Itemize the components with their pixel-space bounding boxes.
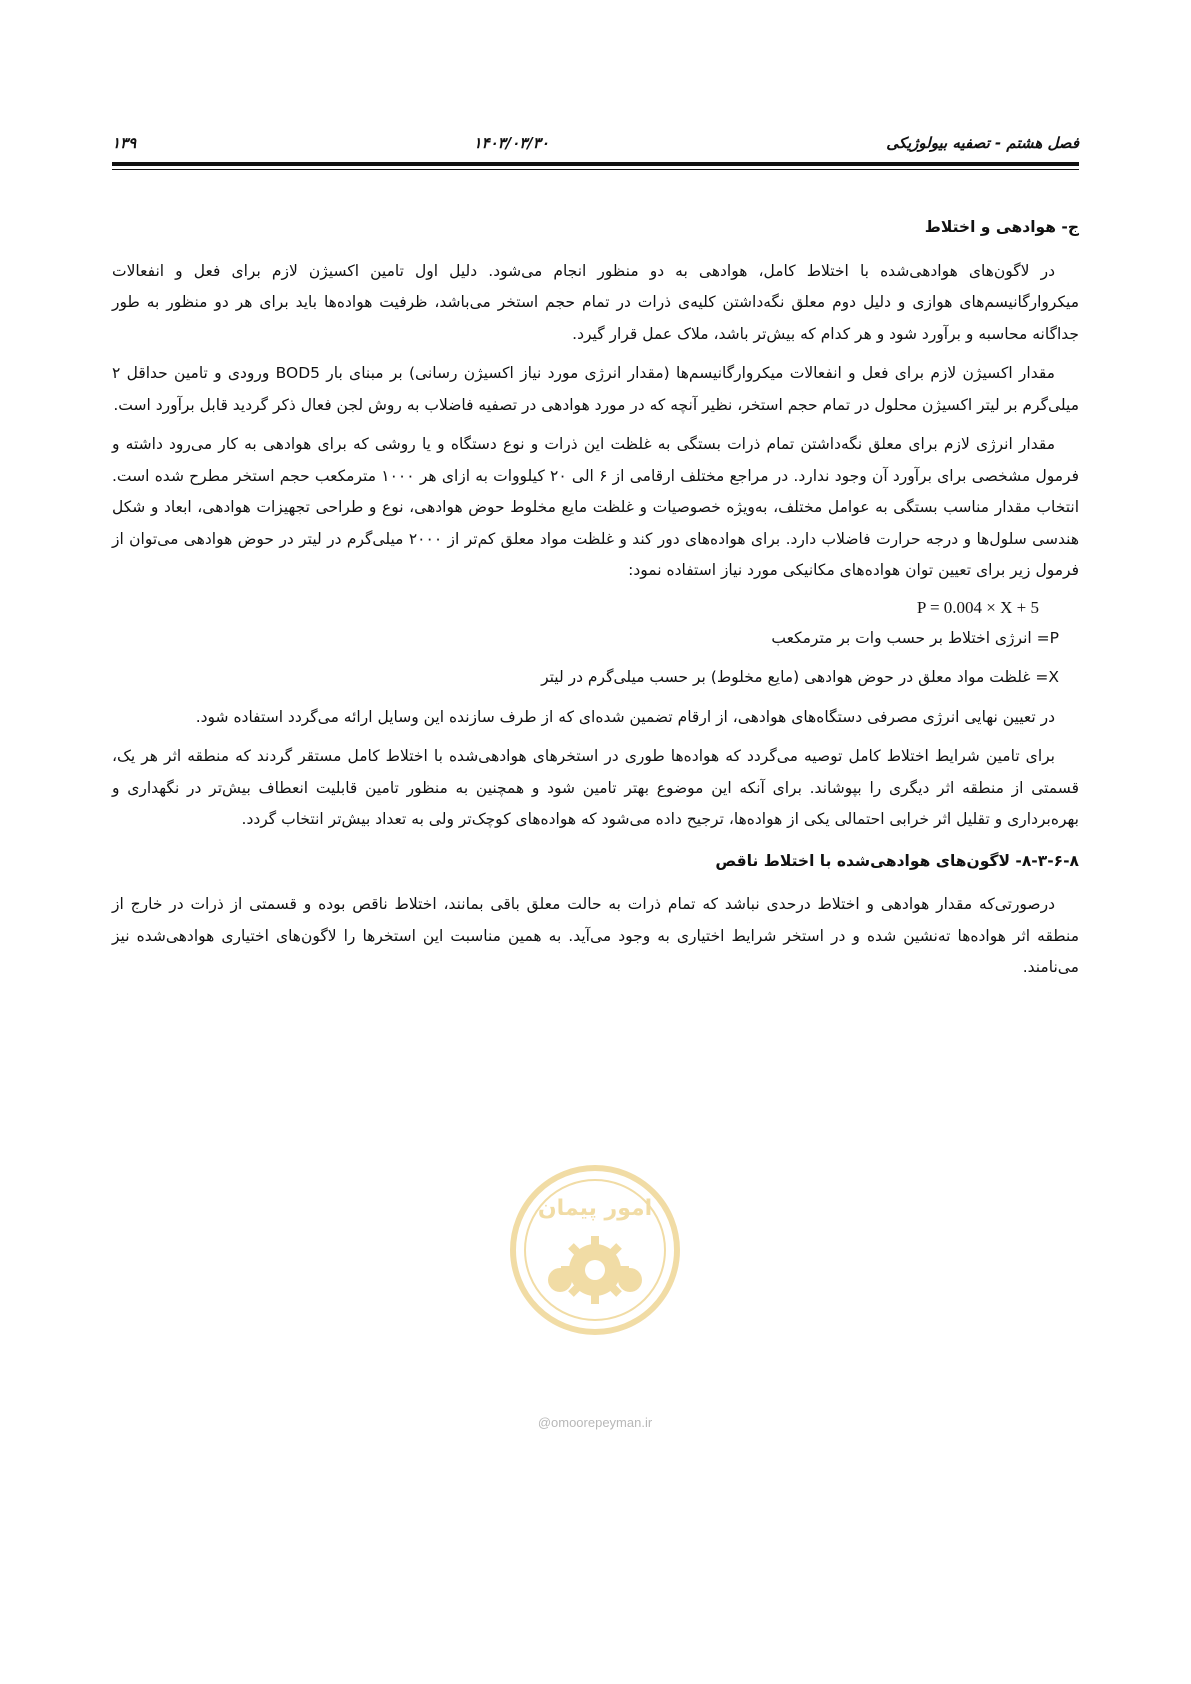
section-heading-c: ج- هوادهی و اختلاط xyxy=(924,218,1079,236)
paragraph: درصورتی‌که مقدار هوادهی و اختلاط درحدی نباشد که تمام ذرات به حالت معلق باقی بمانند، اختلاط ناقص بوده و قسمتی از ذرات در خارج از منطقه اثر هواده‌ها ته‌نشین شده و در استخر شرایط اختیاری به وجود می‌آید. به همین مناسبت این استخرها را لاگون‌های اختیاری هوادهی‌شده نیز می‌نامند. xyxy=(112,895,1079,976)
definition-p: P= انرژی اختلاط بر حسب وات بر مترمکعب xyxy=(771,628,1059,647)
chapter-title: فصل هشتم - تصفیه بیولوژیکی xyxy=(886,134,1079,152)
section-heading-8: ۸-۳-۶-۸- لاگون‌های هوادهی‌شده با اختلاط ناقص xyxy=(715,851,1079,870)
paragraph: در لاگون‌های هوادهی‌شده با اختلاط کامل، هوادهی به دو منظور انجام می‌شود. دلیل اول تامین اکسیژن لازم برای فعل و انفعالات میکروارگانیسم‌های هوازی و دلیل دوم معلق نگه‌داشتن کلیه‌ی ذرات در تمام حجم استخر می‌باشد، ظرفیت هواده‌ها باید برای هر دو منظور به طور جداگانه محاسبه و برآورد شود و هر کدام که بیش‌تر باشد، ملاک عمل قرار گیرد. xyxy=(112,261,1079,343)
paragraph: مقدار اکسیژن لازم برای فعل و انفعالات میکروارگانیسم‌ها (مقدار انرژی مورد نیاز اکسیژن رسانی) بر مبنای بار BOD5 ورودی و تامین حداقل ۲ میلی‌گرم بر لیتر اکسیژن محلول در تمام حجم استخر، نظیر آنچه که در مورد هوادهی در تصفیه فاضلاب به روش لجن فعال ذکر گردید قابل برآورد است. xyxy=(112,364,1079,414)
formula: P = 0.004 × X + 5 xyxy=(916,597,1039,617)
page-number: ۱۳۹ xyxy=(112,134,137,152)
gear-icon xyxy=(561,1236,629,1304)
header-date: ۱۴۰۳/۰۳/۳۰ xyxy=(473,134,549,152)
paragraph: برای تامین شرایط اختلاط کامل توصیه می‌گردد که هواده‌ها طوری در استخرهای هوادهی‌شده با اختلاط کامل مستقر گردند که منطقه اثر هر یک، قسمتی از منطقه اثر دیگری را بپوشاند. برای آنکه این موضوع بهتر تامین شود و همچنین به منظور تامین قابلیت انعطاف بیش‌تر در نگهداری و بهره‌برداری و تقلیل اثر خرابی احتمالی یکی از هواده‌ها، ترجیح داده می‌شود که هواده‌های کوچک‌تر ولی به تعداد بیش‌تر انتخاب گردد. xyxy=(112,747,1079,828)
page-body xyxy=(112,212,1079,992)
page-header xyxy=(112,128,1079,158)
paragraph: مقدار انرژی لازم برای معلق نگه‌داشتن تمام ذرات بستگی به غلظت این ذرات و نوع دستگاه و یا روشی که برای هوادهی به کار می‌رود داشته و فرمول مشخصی برای برآورد آن وجود ندارد. در مراجع مختلف ارقامی از ۶ الی ۲۰ کیلووات به ازای هر ۱۰۰۰ مترمکعب حجم استخر مطرح شده است. انتخاب مقدار مناسب بستگی به عوامل مختلف، به‌ویژه خصوصیات و غلظت مایع مخلوط حوض هوادهی، نوع و طراحی تجهیزات هوادهی، ابعاد و شکل هندسی سلول‌ها و درجه حرارت فاضلاب دارد. برای هواده‌های دور کند و غلظت مواد معلق کم‌تر از ۲۰۰۰ میلی‌گرم در لیتر در حوض هوادهی می‌توان از فرمول زیر برای تعیین توان هواده‌های مکانیکی مورد نیاز استفاده نمود: xyxy=(112,435,1080,579)
definition-x: X= غلظت مواد معلق در حوض هوادهی (مایع مخلوط) بر حسب میلی‌گرم در لیتر xyxy=(541,668,1059,686)
watermark-logo-text: امور پیمان xyxy=(537,1196,653,1221)
header-rule-thick xyxy=(112,162,1079,166)
watermark-url: @omoorepeyman.ir xyxy=(537,1415,653,1430)
watermark-logo xyxy=(505,1160,685,1340)
header-rule-thin xyxy=(112,169,1079,170)
paragraph: در تعیین نهایی انرژی مصرفی دستگاه‌های هوادهی، از ارقام تضمین شده‌ای که از طرف سازنده این وسایل ارائه می‌گردد استفاده شود. xyxy=(195,707,1055,726)
